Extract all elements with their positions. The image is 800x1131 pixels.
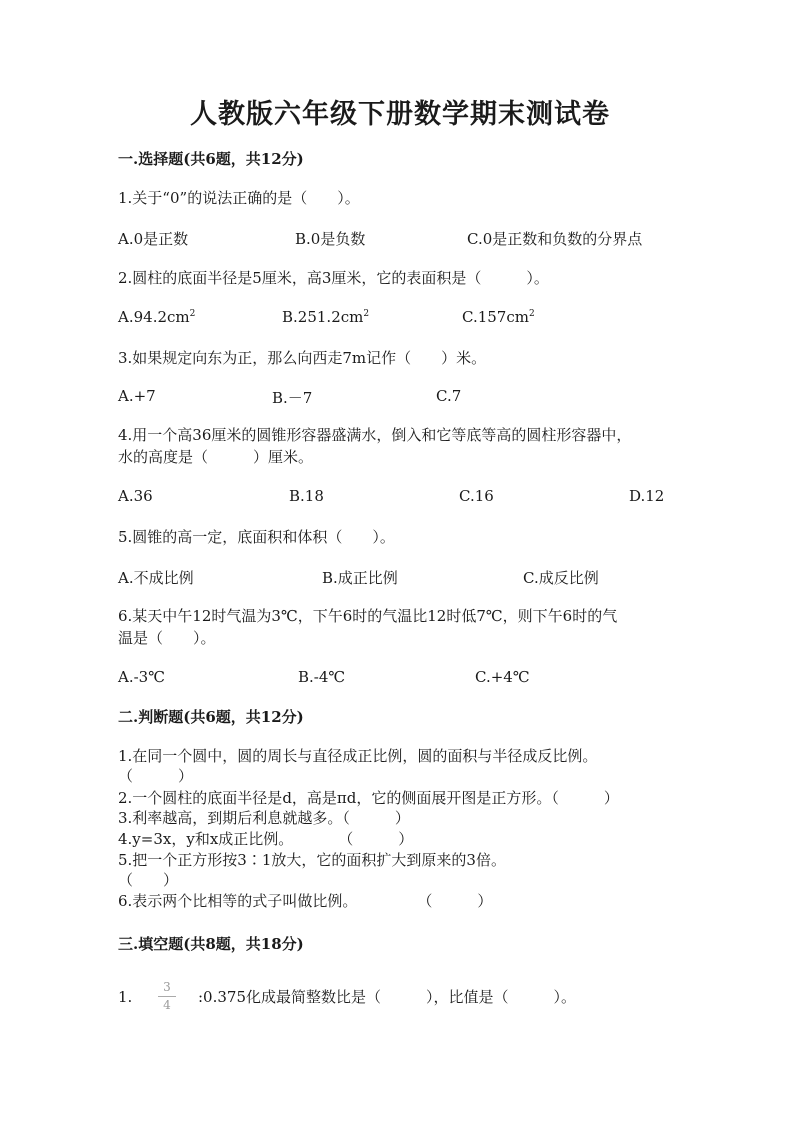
question-4-stem-line-2: 水的高度是（ ）厘米。	[118, 448, 314, 466]
judge-1-line-2: （ ）	[118, 767, 194, 785]
fraction-three-quarters	[158, 980, 176, 1013]
question-1-option-a: A.0是正数	[118, 230, 189, 248]
fill-1-text: :0.375化成最简整数比是（ ），比值是（ ）。	[198, 988, 576, 1006]
question-1-option-c: C.0是正数和负数的分界点	[467, 230, 643, 248]
question-1-option-b: B.0是负数	[295, 230, 366, 248]
question-4-stem	[118, 424, 631, 468]
question-3-option-b: B.－7	[272, 389, 313, 407]
question-5-option-a: A.不成比例	[118, 569, 194, 587]
question-6-option-b: B.-4℃	[298, 668, 346, 686]
section-heading-choice: 一.选择题(共6题，共12分)	[118, 150, 304, 168]
question-5-option-c: C.成反比例	[523, 569, 599, 587]
question-2-stem: 2.圆柱的底面半径是5厘米，高3厘米，它的表面积是（ ）。	[118, 269, 549, 287]
question-6-stem-line-2: 温是（ ）。	[118, 629, 216, 647]
judge-6: 6.表示两个比相等的式子叫做比例。 （ ）	[118, 892, 493, 910]
question-2-option-a: $A.94.2cm^2$	[118, 308, 196, 326]
question-2-option-c: $C.157cm^2$	[462, 308, 535, 326]
judge-5-line-1: 5.把一个正方形按3∶1放大，它的面积扩大到原来的3倍。	[118, 851, 506, 869]
question-5-option-b: B.成正比例	[322, 569, 398, 587]
question-4-option-b: B.18	[289, 487, 324, 505]
judge-1-line-1: 1.在同一个圆中，圆的周长与直径成正比例，圆的面积与半径成反比例。	[118, 747, 598, 765]
question-4-stem-line-1: 4.用一个高36厘米的圆锥形容器盛满水，倒入和它等底等高的圆柱形容器中，	[118, 426, 632, 444]
question-4-option-d: D.12	[629, 487, 665, 505]
question-2-option-b: $B.251.2cm^2$	[282, 308, 370, 326]
question-6-option-c: C.+4℃	[475, 668, 530, 686]
question-4-option-c: C.16	[459, 487, 494, 505]
fraction-denominator: 4	[163, 998, 171, 1012]
page-title: 人教版六年级下册数学期末测试卷	[190, 99, 610, 130]
judge-4: 4.y=3x，y和x成正比例。 （ ）	[118, 830, 414, 848]
question-6-stem-line-1: 6.某天中午12时气温为3℃，下午6时的气温比12时低7℃，则下午6时的气	[118, 607, 618, 625]
question-6-option-a: A.-3℃	[118, 668, 165, 686]
question-3-option-a: A.+7	[118, 387, 156, 405]
judge-3: 3.利率越高，到期后利息就越多。（ ）	[118, 809, 410, 827]
question-5-stem: 5.圆锥的高一定，底面积和体积（ ）。	[118, 528, 395, 546]
question-1-stem: 1.关于“0”的说法正确的是（ ）。	[118, 189, 360, 207]
fraction-bar	[158, 996, 176, 997]
question-4-option-a: A.36	[118, 487, 153, 505]
fraction-numerator: 3	[163, 980, 171, 994]
judge-5-line-2: （ ）	[118, 871, 179, 889]
fill-1-number: 1.	[118, 988, 133, 1006]
section-heading-fill: 三.填空题(共8题，共18分)	[118, 935, 304, 953]
section-heading-judge: 二.判断题(共6题，共12分)	[118, 708, 304, 726]
question-3-stem: 3.如果规定向东为正，那么向西走7m记作（ ）米。	[118, 349, 487, 367]
question-3-option-c: C.7	[436, 387, 462, 405]
judge-2: 2.一个圆柱的底面半径是d，高是πd，它的侧面展开图是正方形。（ ）	[118, 789, 619, 807]
question-6-stem	[118, 605, 617, 649]
